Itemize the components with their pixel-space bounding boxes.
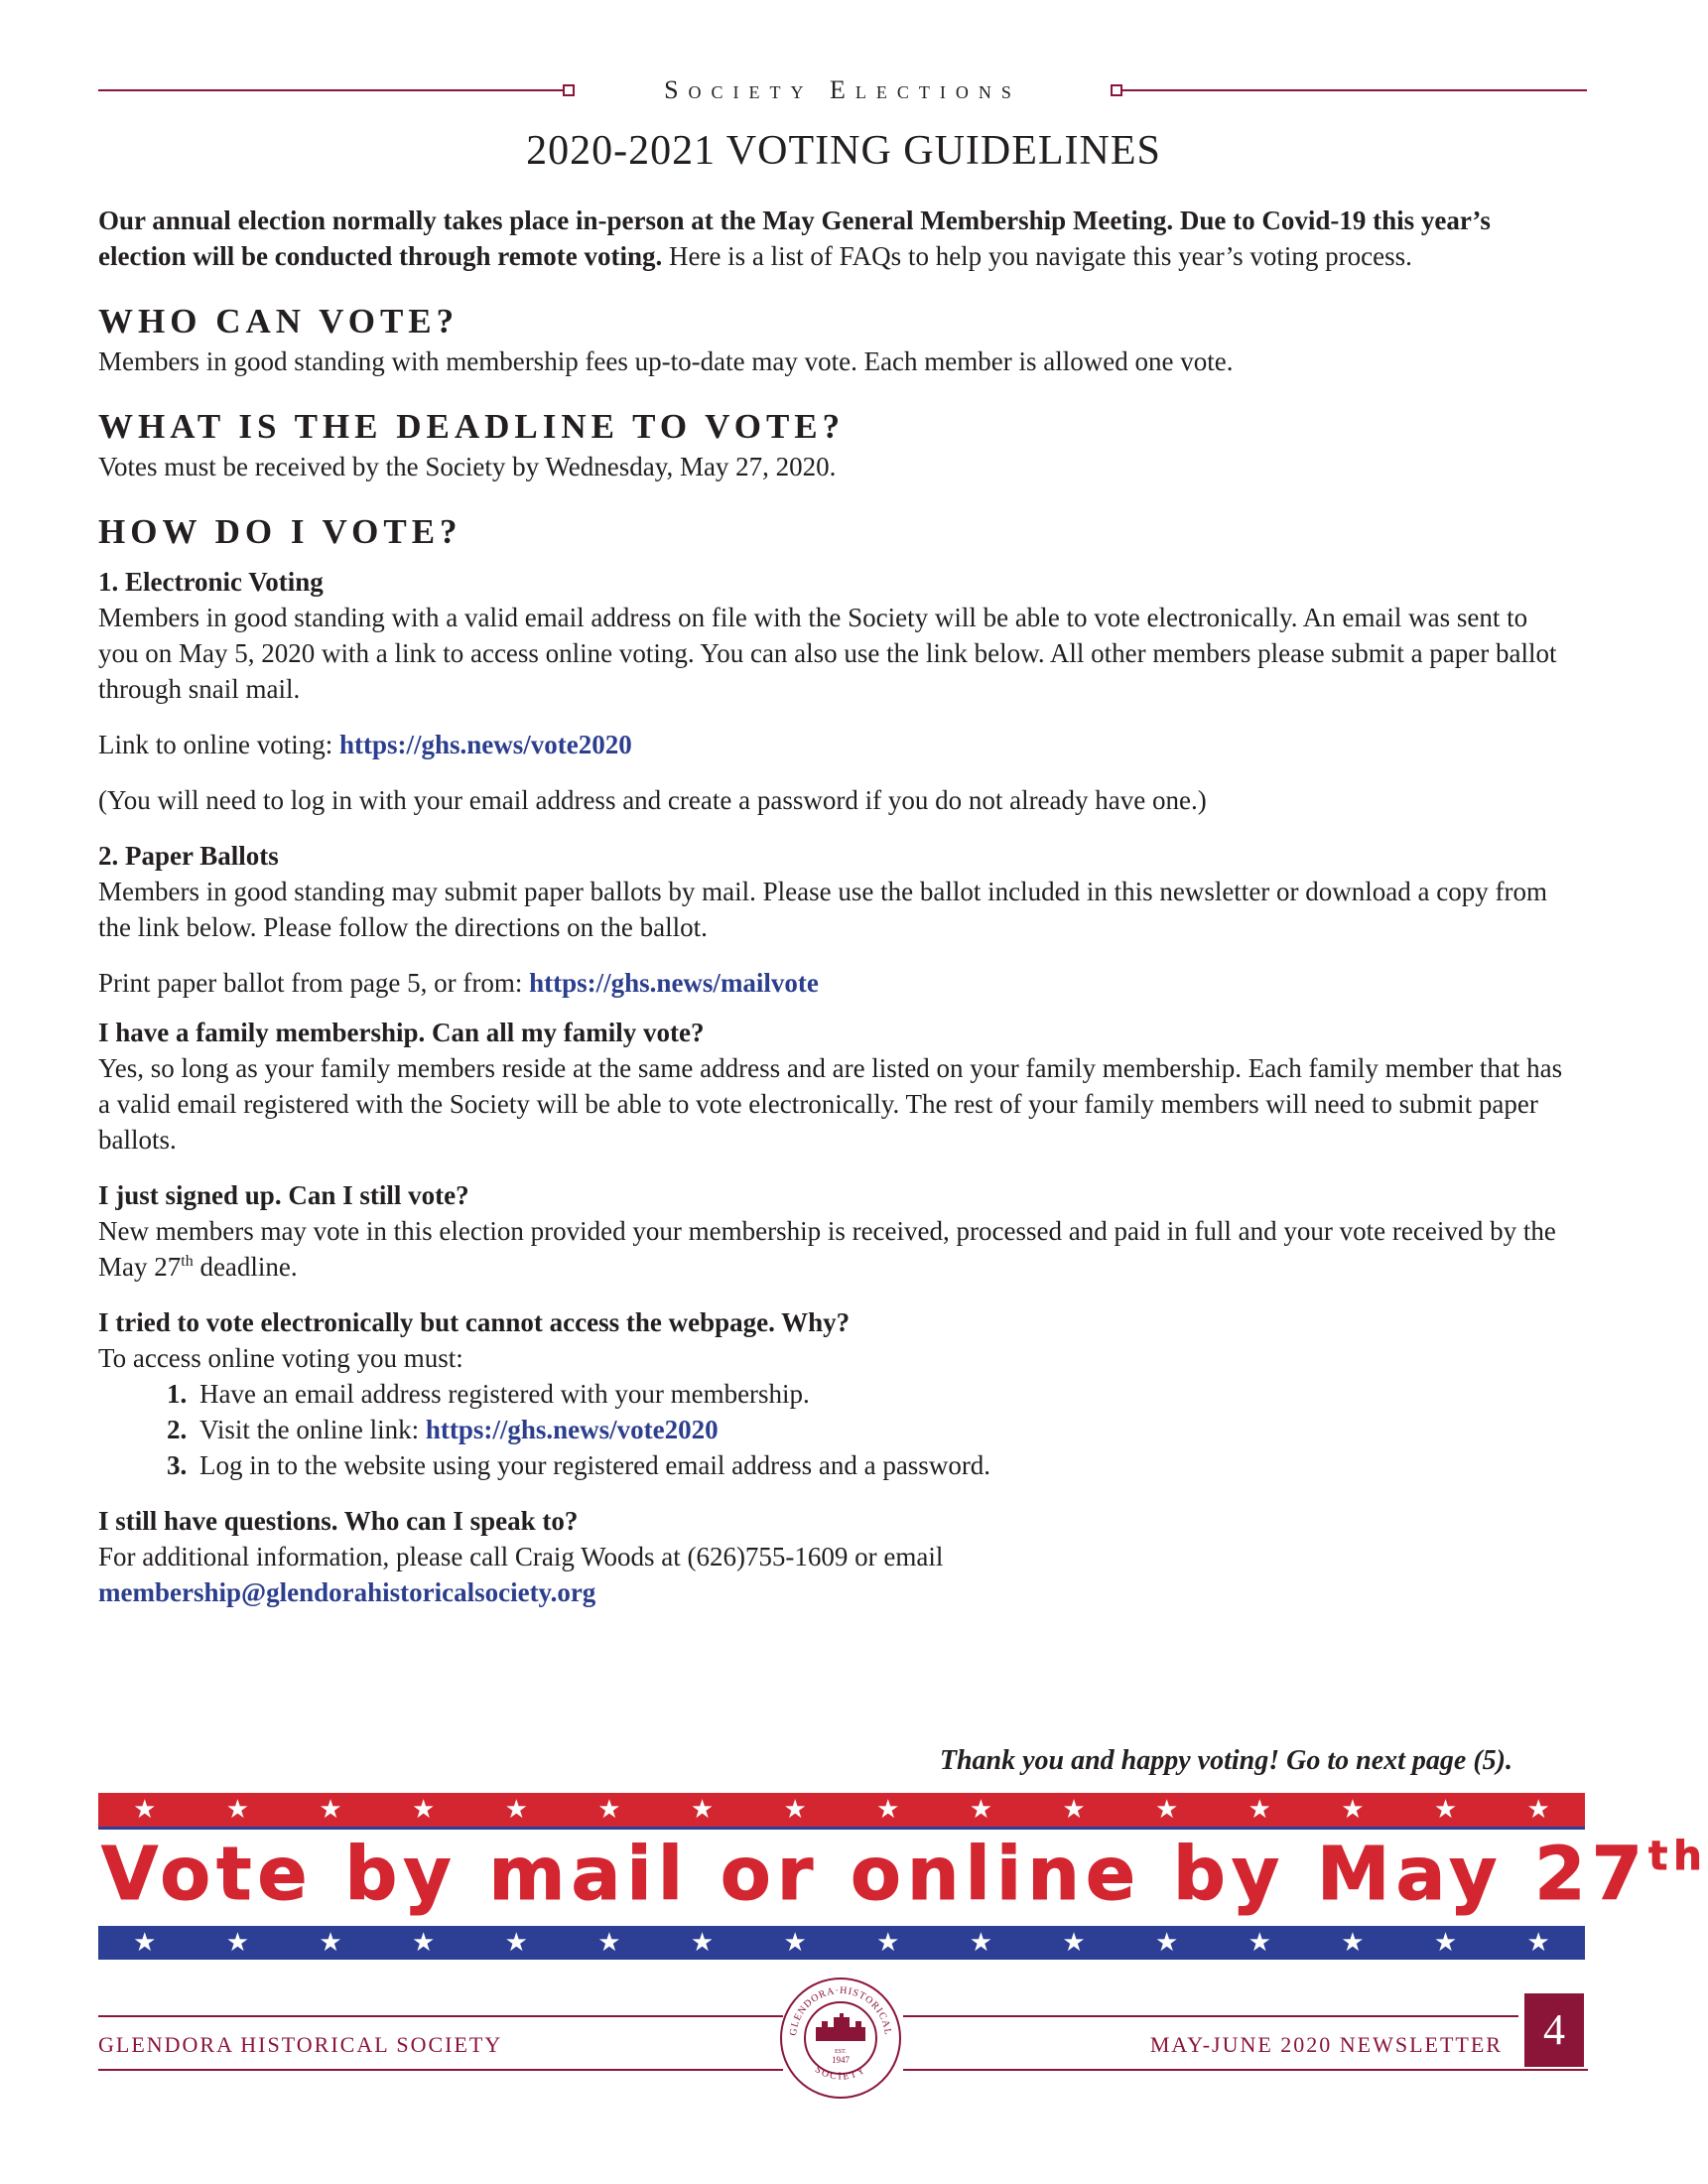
- seal-year: 1947: [832, 2055, 850, 2065]
- header-ornament-left: [563, 84, 575, 96]
- star-icon: ★: [504, 1795, 528, 1825]
- section-header: [98, 75, 1587, 105]
- deadline-text: Votes must be received by the Society by Wednesday, May 27, 2020.: [98, 452, 837, 481]
- band-edge-blue: [98, 1827, 1585, 1830]
- section-label: Society Elections: [664, 75, 1021, 104]
- footer-rule-top-left: [98, 2015, 783, 2017]
- thanks-note: Thank you and happy voting! Go to next page (5).: [939, 1745, 1512, 1776]
- star-icon: ★: [876, 1795, 900, 1825]
- star-icon: ★: [1341, 1928, 1365, 1958]
- online-link-label: Link to online voting:: [98, 730, 339, 759]
- questions-answer: For additional information, please call Craig Woods at (626)755-1609 or email: [98, 1542, 944, 1571]
- star-icon: ★: [1155, 1928, 1179, 1958]
- footer-rule-bottom-right: [903, 2069, 1588, 2071]
- electronic-voting-text: Members in good standing with a valid email address on file with the Society will be able to vote electronically. An email was sent to you on May 5, 2020 with a link to access online voting. You can also use the link below. All other members please submit a paper ballot through snail mail.: [98, 603, 1557, 704]
- access-step-2-link[interactable]: https://ghs.news/vote2020: [425, 1415, 719, 1444]
- star-icon: ★: [504, 1928, 528, 1958]
- signed-up-answer-text: New members may vote in this election provided your membership is received, processed and paid in full and your vote received by the May 27: [98, 1216, 1556, 1282]
- star-icon: ★: [969, 1795, 993, 1825]
- print-ballot-line: [98, 965, 1567, 1001]
- signed-up-answer-sup: th: [181, 1253, 194, 1270]
- paper-ballots-text: Members in good standing may submit paper ballots by mail. Please use the ballot included in this newsletter or download a copy from the link below. Please follow the directions on the ballot.: [98, 877, 1547, 942]
- star-icon: ★: [1062, 1795, 1086, 1825]
- star-icon: ★: [319, 1795, 342, 1825]
- star-icon: ★: [1433, 1795, 1458, 1825]
- article-body: [98, 203, 1567, 1610]
- seal-bottom-text: SOCIETY: [813, 2064, 868, 2083]
- access-step-1: 1. Have an email address registered with your membership.: [194, 1376, 1567, 1412]
- electronic-voting-title: 1. Electronic Voting: [98, 567, 324, 597]
- star-icon: ★: [1341, 1795, 1365, 1825]
- star-icon: ★: [969, 1928, 993, 1958]
- star-icon: ★: [1155, 1795, 1179, 1825]
- star-band-blue: [98, 1926, 1585, 1960]
- star-band-red: [98, 1793, 1585, 1827]
- signed-up-question: I just signed up. Can I still vote?: [98, 1180, 469, 1210]
- star-icon: ★: [412, 1795, 436, 1825]
- star-icon: ★: [412, 1928, 436, 1958]
- star-icon: ★: [783, 1928, 807, 1958]
- access-steps: [98, 1376, 1567, 1483]
- intro-bold: Our annual election normally takes place in-person at the May General Membership Meeting. Due to Covid-19 this year’s election will be conducted through remote voting.: [98, 205, 1491, 271]
- star-icon: ★: [319, 1928, 342, 1958]
- mailvote-link[interactable]: https://ghs.news/mailvote: [529, 968, 819, 998]
- vote-banner: [101, 1832, 1708, 1917]
- how-heading: HOW DO I VOTE?: [98, 512, 462, 551]
- access-intro: To access online voting you must:: [98, 1343, 463, 1373]
- star-icon: ★: [597, 1928, 621, 1958]
- star-icon: ★: [1433, 1928, 1458, 1958]
- star-icon: ★: [597, 1795, 621, 1825]
- seal-top-text: GLENDORA·HISTORICAL: [787, 1984, 894, 2037]
- star-icon: ★: [133, 1795, 157, 1825]
- access-step-3: 3. Log in to the website using your registered email address and a password.: [194, 1447, 1567, 1483]
- page-title: 2020-2021 VOTING GUIDELINES: [526, 128, 1161, 174]
- footer-rule-bottom-left: [98, 2069, 783, 2071]
- star-icon: ★: [783, 1795, 807, 1825]
- family-answer: Yes, so long as your family members reside at the same address and are listed on your family membership. Each family member that has a valid email registered with the Society will be able to vote electronically. The rest of your family members will need to submit paper ballots.: [98, 1053, 1563, 1155]
- vote-link[interactable]: https://ghs.news/vote2020: [339, 730, 632, 759]
- star-icon: ★: [876, 1928, 900, 1958]
- signed-up-answer: [98, 1213, 1567, 1285]
- access-step-2: [194, 1412, 1567, 1447]
- star-icon: ★: [690, 1795, 715, 1825]
- questions-question: I still have questions. Who can I speak to?: [98, 1506, 579, 1536]
- signed-up-answer-end: deadline.: [193, 1252, 298, 1282]
- deadline-heading: WHAT IS THE DEADLINE TO VOTE?: [98, 407, 846, 446]
- membership-email-link[interactable]: membership@glendorahistoricalsociety.org: [98, 1577, 596, 1607]
- footer-newsletter-issue: MAY-JUNE 2020 NEWSLETTER: [1149, 2032, 1503, 2057]
- online-link-line: [98, 727, 1567, 762]
- footer-society-name: GLENDORA HISTORICAL SOCIETY: [98, 2032, 503, 2057]
- who-heading: WHO CAN VOTE?: [98, 302, 460, 341]
- family-question: I have a family membership. Can all my family vote?: [98, 1018, 705, 1047]
- star-icon: ★: [133, 1928, 157, 1958]
- header-rule-right: [1120, 89, 1587, 91]
- footer-rule-top-right: [903, 2015, 1518, 2017]
- login-note: (You will need to log in with your email address and create a password if you do not already have one.): [98, 785, 1207, 815]
- access-step-2-label: Visit the online link:: [199, 1415, 426, 1444]
- seal-est: EST.: [835, 2049, 847, 2055]
- header-rule-left: [98, 89, 565, 91]
- star-icon: ★: [225, 1795, 250, 1825]
- paper-ballots-title: 2. Paper Ballots: [98, 841, 279, 871]
- vote-banner-text: Vote by mail or online by May 27: [101, 1832, 1649, 1917]
- star-icon: ★: [1526, 1795, 1550, 1825]
- page-number: 4: [1524, 1993, 1584, 2067]
- star-icon: ★: [1248, 1928, 1271, 1958]
- vote-banner-sup: th: [1648, 1834, 1708, 1879]
- who-text: Members in good standing with membership fees up-to-date may vote. Each member is allowed one vote.: [98, 346, 1234, 376]
- intro-rest: Here is a list of FAQs to help you navigate this year’s voting process.: [662, 241, 1412, 271]
- star-icon: ★: [225, 1928, 250, 1958]
- star-icon: ★: [690, 1928, 715, 1958]
- star-icon: ★: [1248, 1795, 1271, 1825]
- print-ballot-label: Print paper ballot from page 5, or from:: [98, 968, 530, 998]
- star-icon: ★: [1062, 1928, 1086, 1958]
- star-icon: ★: [1526, 1928, 1550, 1958]
- society-seal-logo: [778, 1976, 903, 2101]
- access-question: I tried to vote electronically but cannot access the webpage. Why?: [98, 1307, 851, 1337]
- intro-paragraph: [98, 203, 1567, 274]
